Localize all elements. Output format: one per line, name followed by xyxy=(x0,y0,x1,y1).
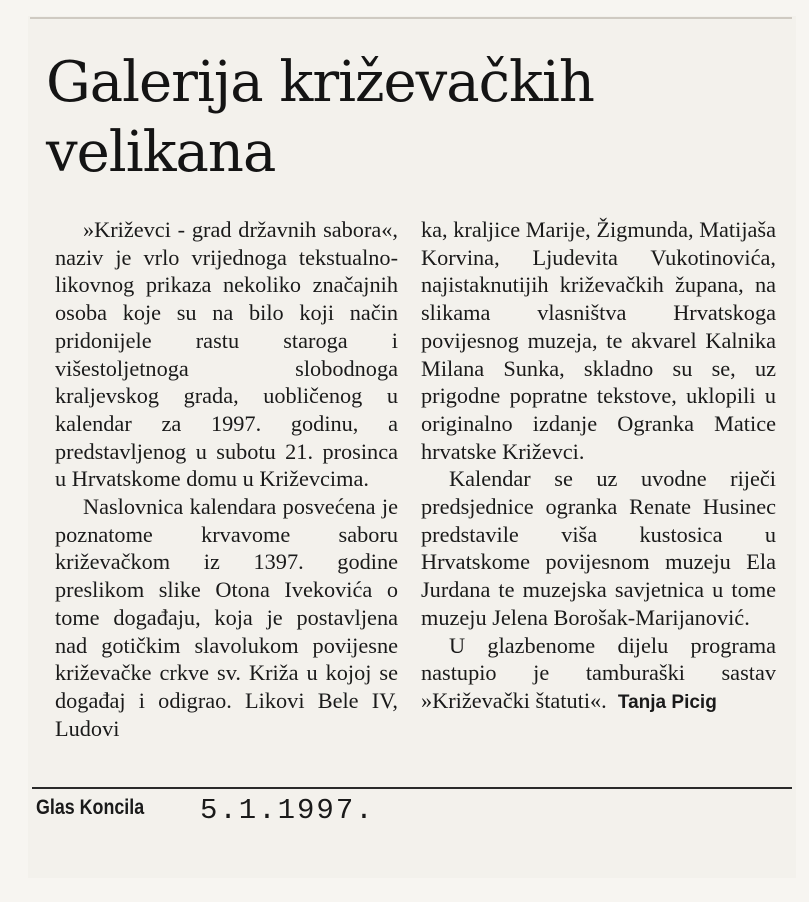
paragraph-5-text: U glazbenome dijelu programa nastupio je tamburaški sastav »Križevački štatuti«. xyxy=(421,632,776,713)
paragraph-5 xyxy=(421,632,776,717)
article-headline: Galerija križevačkih velikana xyxy=(46,50,594,185)
paragraph-1: »Križevci - grad državnih sabora«, naziv je vrlo vrijednoga tekstualno-likovnog prikaza nekoliko značajnih osoba koje su na bilo koji način pridonijele rastu staroga i višestoljetnoga slobodnoga kraljevskog grada, uobličenog u kalendar za 1997. godinu, a predstavljenog u subotu 21. prosinca u Hrvatskome domu u Križevcima. xyxy=(55,217,398,492)
footer-rule xyxy=(32,787,792,789)
paragraph-3: ka, kraljice Marije, Žigmunda, Matijaša Korvina, Ljudevita Vukotinovića, najistaknutijih križevačkih župana, na slikama vlasništva Hrvatskoga povijesnog muzeja, te akvarel Kalnika Milana Sunka, skladno su se, uz prigodne popratne tekstove, uklopili u originalno izdanje Ogranka Matice hrvatske Križevci. xyxy=(421,217,776,464)
publication-date: 5.1.1997. xyxy=(200,794,375,827)
paragraph-4: Kalendar se uz uvodne riječi predsjednice ogranka Renate Husinec predstavile viša kustosica u Hrvatskome povijesnom muzeju Ela Jurdana te muzejska savjetnica u tome muzeju Jelena Borošak-Marijanović. xyxy=(421,466,776,630)
article-author: Tanja Picig xyxy=(617,691,717,713)
publication-name: Glas Koncila xyxy=(36,796,145,819)
paragraph-2: Naslovnica kalendara posvećena je poznatome krvavome saboru križevačkom iz 1397. godine preslikom slike Otona Ivekovića o tome događaju, koja je postavljena nad gotičkim slavolukom povijesne križevačke crkve sv. Križa u kojoj se događaj i odigrao. Likovi Bele IV, Ludovi xyxy=(55,494,398,741)
article-column-left xyxy=(55,216,398,742)
article-column-right xyxy=(421,216,776,717)
